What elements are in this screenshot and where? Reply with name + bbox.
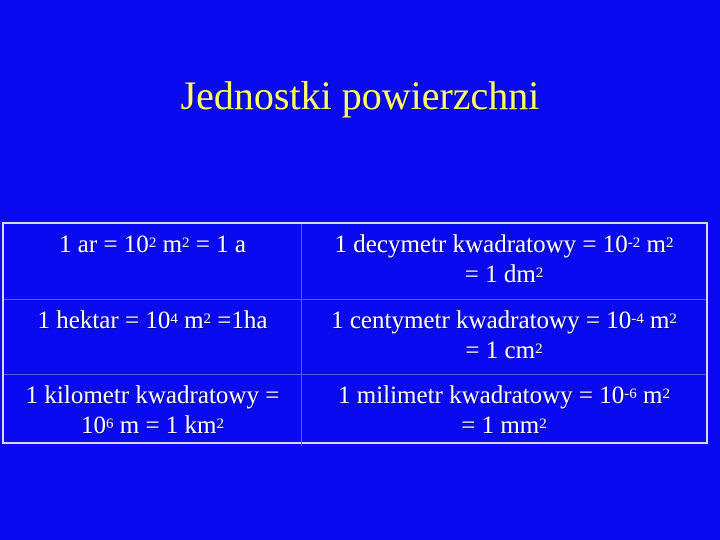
exponent: 2 (665, 234, 674, 251)
cell-line (331, 306, 677, 336)
cell-line (81, 411, 224, 441)
cell-text: = 1 dm (464, 261, 536, 288)
exponent: 2 (662, 385, 670, 402)
cell-text: 1 centymetr kwadratowy = 10 (331, 307, 632, 334)
cell-text: m (156, 231, 183, 258)
table-cell (4, 374, 302, 446)
exponent: 2 (535, 264, 544, 281)
cell-line (465, 260, 544, 290)
exponent: 4 (170, 310, 178, 327)
cell-line (26, 381, 280, 411)
cell-text: m (636, 382, 663, 409)
exponent: -4 (631, 310, 644, 327)
cell-text: = 1 mm (461, 412, 540, 439)
cell-text: m (177, 307, 204, 334)
slide-title: Jednostki powierzchni (180, 73, 540, 118)
table-cell (302, 299, 706, 374)
cell-line (59, 230, 246, 260)
cell-line (338, 381, 670, 411)
cell-line (461, 411, 547, 441)
cell-text: 1 decymetr kwadratowy = 10 (334, 231, 628, 258)
cell-text: 1 kilometr kwadratowy = (25, 382, 280, 409)
cell-line (465, 336, 542, 366)
exponent: -2 (627, 234, 641, 251)
exponent: 6 (106, 415, 114, 432)
table-cell (302, 224, 706, 299)
exponent: -6 (624, 385, 637, 402)
table-cell (4, 299, 302, 374)
cell-line (335, 230, 674, 260)
cell-text: m (643, 307, 670, 334)
exponent: 2 (669, 310, 677, 327)
cell-text: = 1 cm (465, 337, 536, 364)
exponent: 2 (216, 415, 224, 432)
cell-text: 1 milimetr kwadratowy = 10 (338, 382, 625, 409)
exponent: 2 (182, 234, 190, 251)
cell-text: =1ha (211, 307, 268, 334)
exponent: 2 (535, 340, 543, 357)
cell-text: 1 hektar = 10 (37, 307, 171, 334)
cell-text: m = 1 km (113, 412, 217, 439)
units-table (2, 222, 708, 444)
exponent: 2 (148, 234, 157, 251)
cell-text: 1 ar = 10 (59, 231, 149, 258)
table-cell (302, 374, 706, 446)
exponent: 2 (203, 310, 212, 327)
table-cell (4, 224, 302, 299)
exponent: 2 (539, 415, 547, 432)
cell-line (38, 306, 268, 336)
cell-text: = 1 a (189, 231, 246, 258)
cell-text: m (640, 231, 666, 258)
cell-text: 10 (81, 412, 106, 439)
